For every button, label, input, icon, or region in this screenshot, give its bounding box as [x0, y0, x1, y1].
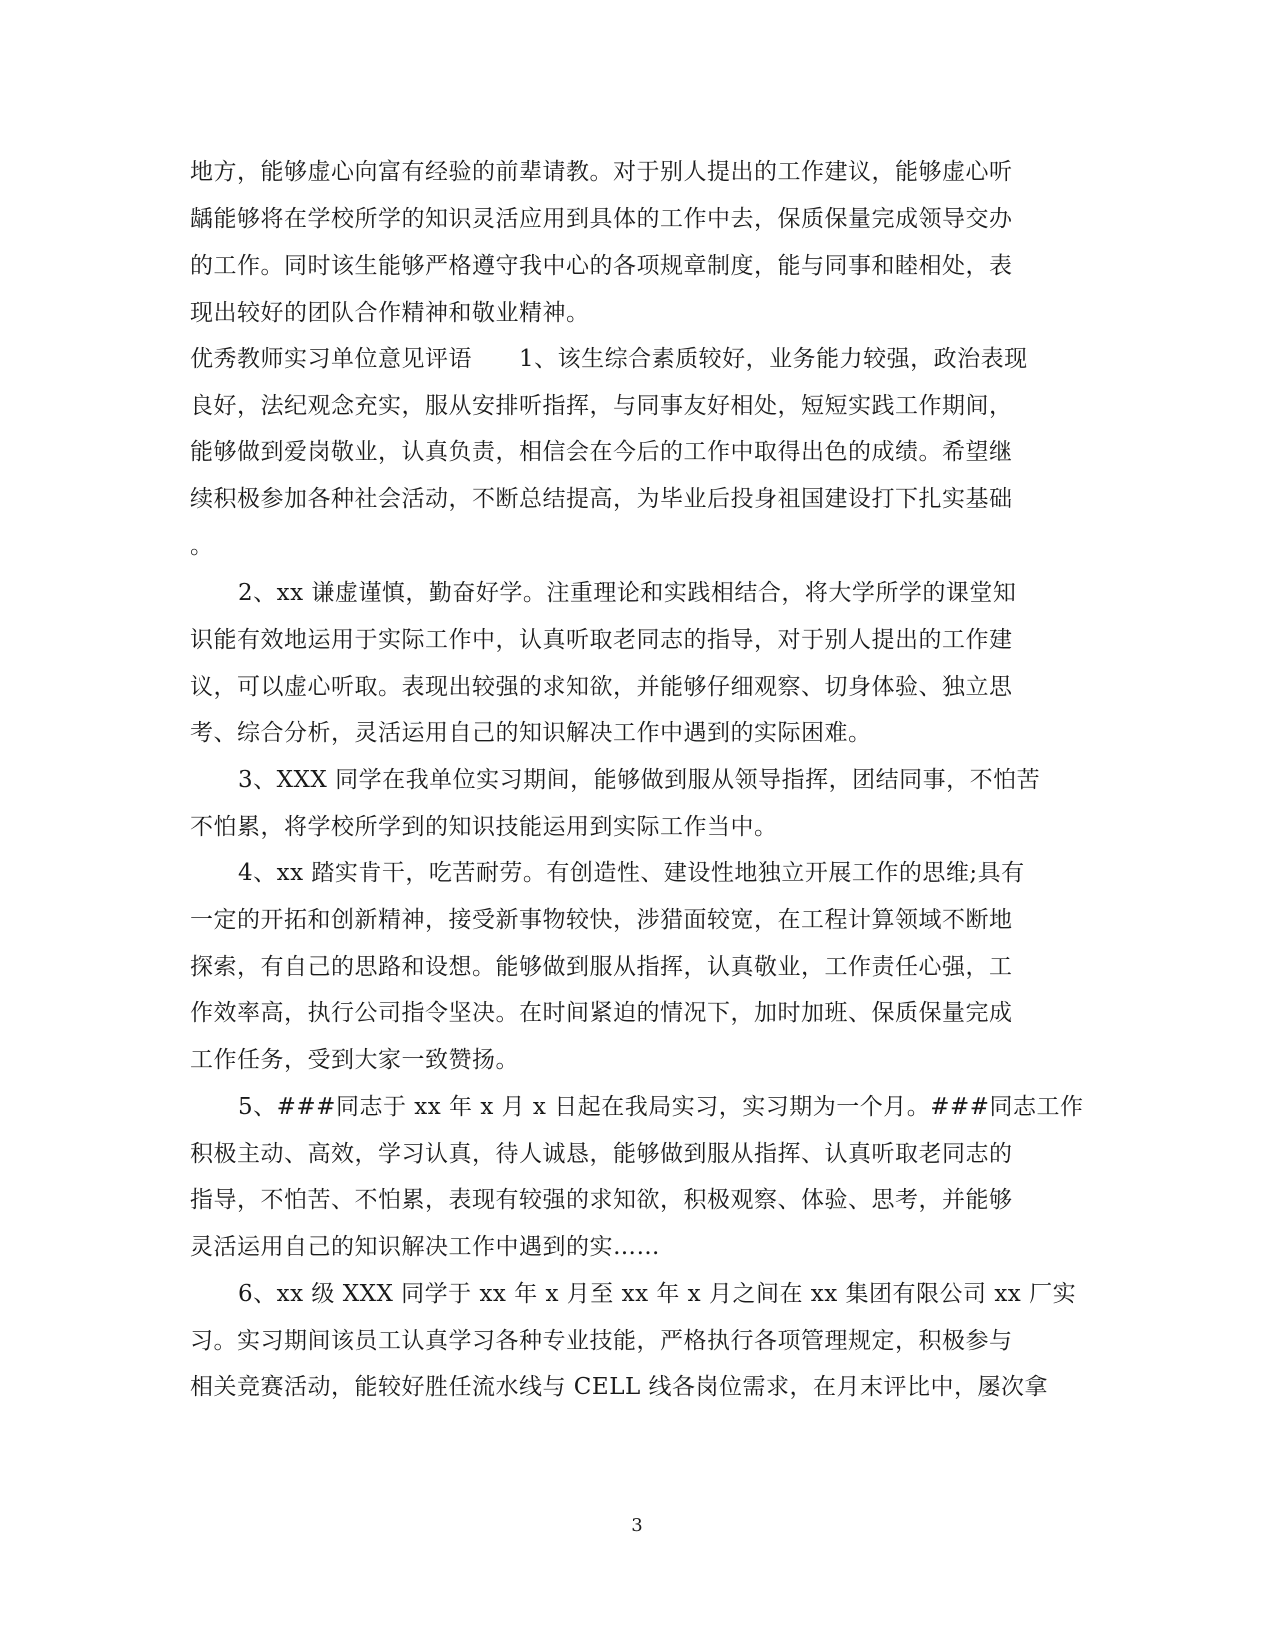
text-line: 能够做到爱岗敬业，认真负责，相信会在今后的工作中取得出色的成绩。希望继: [190, 439, 1013, 465]
text-line: 良好，法纪观念充实，服从安排听指挥，与同事友好相处，短短实践工作期间，: [190, 393, 1013, 419]
paragraph-start: 4、xx 踏实肯干，吃苦耐劳。有创造性、建设性地独立开展工作的思维;具有: [238, 860, 1025, 886]
paragraph-start: 3、XXX 同学在我单位实习期间，能够做到服从领导指挥，团结同事，不怕苦: [238, 767, 1041, 793]
text-line: 不怕累，将学校所学到的知识技能运用到实际工作当中。: [190, 814, 778, 840]
text-line: 一定的开拓和创新精神，接受新事物较快，涉猎面较宽，在工程计算领域不断地: [190, 907, 1013, 933]
text-line: 作效率高，执行公司指令坚决。在时间紧迫的情况下，加时加班、保质保量完成: [190, 1000, 1013, 1026]
text-line: 习。实习期间该员工认真学习各种专业技能，严格执行各项管理规定，积极参与: [190, 1328, 1013, 1354]
paragraph-start: 5、###同志于 xx 年 x 月 x 日起在我局实习，实习期为一个月。###同志工作: [238, 1094, 1084, 1120]
text-line: 优秀教师实习单位意见评语 1、该生综合素质较好，业务能力较强，政治表现: [190, 346, 1028, 372]
paragraph-start: 6、xx 级 XXX 同学于 xx 年 x 月至 xx 年 x 月之间在 xx 集团有限公司 xx 厂实: [238, 1281, 1077, 1307]
text-line: 地方，能够虚心向富有经验的前辈请教。对于别人提出的工作建议，能够虚心听: [190, 159, 1013, 185]
text-line: 议，可以虚心听取。表现出较强的求知欲，并能够仔细观察、切身体验、独立思: [190, 674, 1013, 700]
text-line: 龋能够将在学校所学的知识灵活应用到具体的工作中去，保质保量完成领导交办: [190, 206, 1013, 232]
text-line: 相关竞赛活动，能较好胜任流水线与 CELL 线各岗位需求，在月末评比中，屡次拿: [190, 1374, 1049, 1400]
text-line: 识能有效地运用于实际工作中，认真听取老同志的指导，对于别人提出的工作建: [190, 627, 1013, 653]
paragraph-start: 2、xx 谦虚谨慎，勤奋好学。注重理论和实践相结合，将大学所学的课堂知: [238, 580, 1017, 606]
text-line: 积极主动、高效，学习认真，待人诚恳，能够做到服从指挥、认真听取老同志的: [190, 1141, 1013, 1167]
text-line: 现出较好的团队合作精神和敬业精神。: [190, 300, 590, 326]
text-line: 续积极参加各种社会活动，不断总结提高，为毕业后投身祖国建设打下扎实基础: [190, 486, 1013, 512]
text-line: 灵活运用自己的知识解决工作中遇到的实……: [190, 1234, 660, 1260]
text-line: 的工作。同时该生能够严格遵守我中心的各项规章制度，能与同事和睦相处，表: [190, 253, 1013, 279]
text-line: 。: [190, 533, 214, 559]
page-number: 3: [631, 1515, 643, 1536]
text-line: 考、综合分析，灵活运用自己的知识解决工作中遇到的实际困难。: [190, 720, 872, 746]
text-line: 指导，不怕苦、不怕累，表现有较强的求知欲，积极观察、体验、思考，并能够: [190, 1187, 1013, 1213]
text-line: 探索，有自己的思路和设想。能够做到服从指挥，认真敬业，工作责任心强，工: [190, 954, 1013, 980]
text-line: 工作任务，受到大家一致赞扬。: [190, 1047, 519, 1073]
